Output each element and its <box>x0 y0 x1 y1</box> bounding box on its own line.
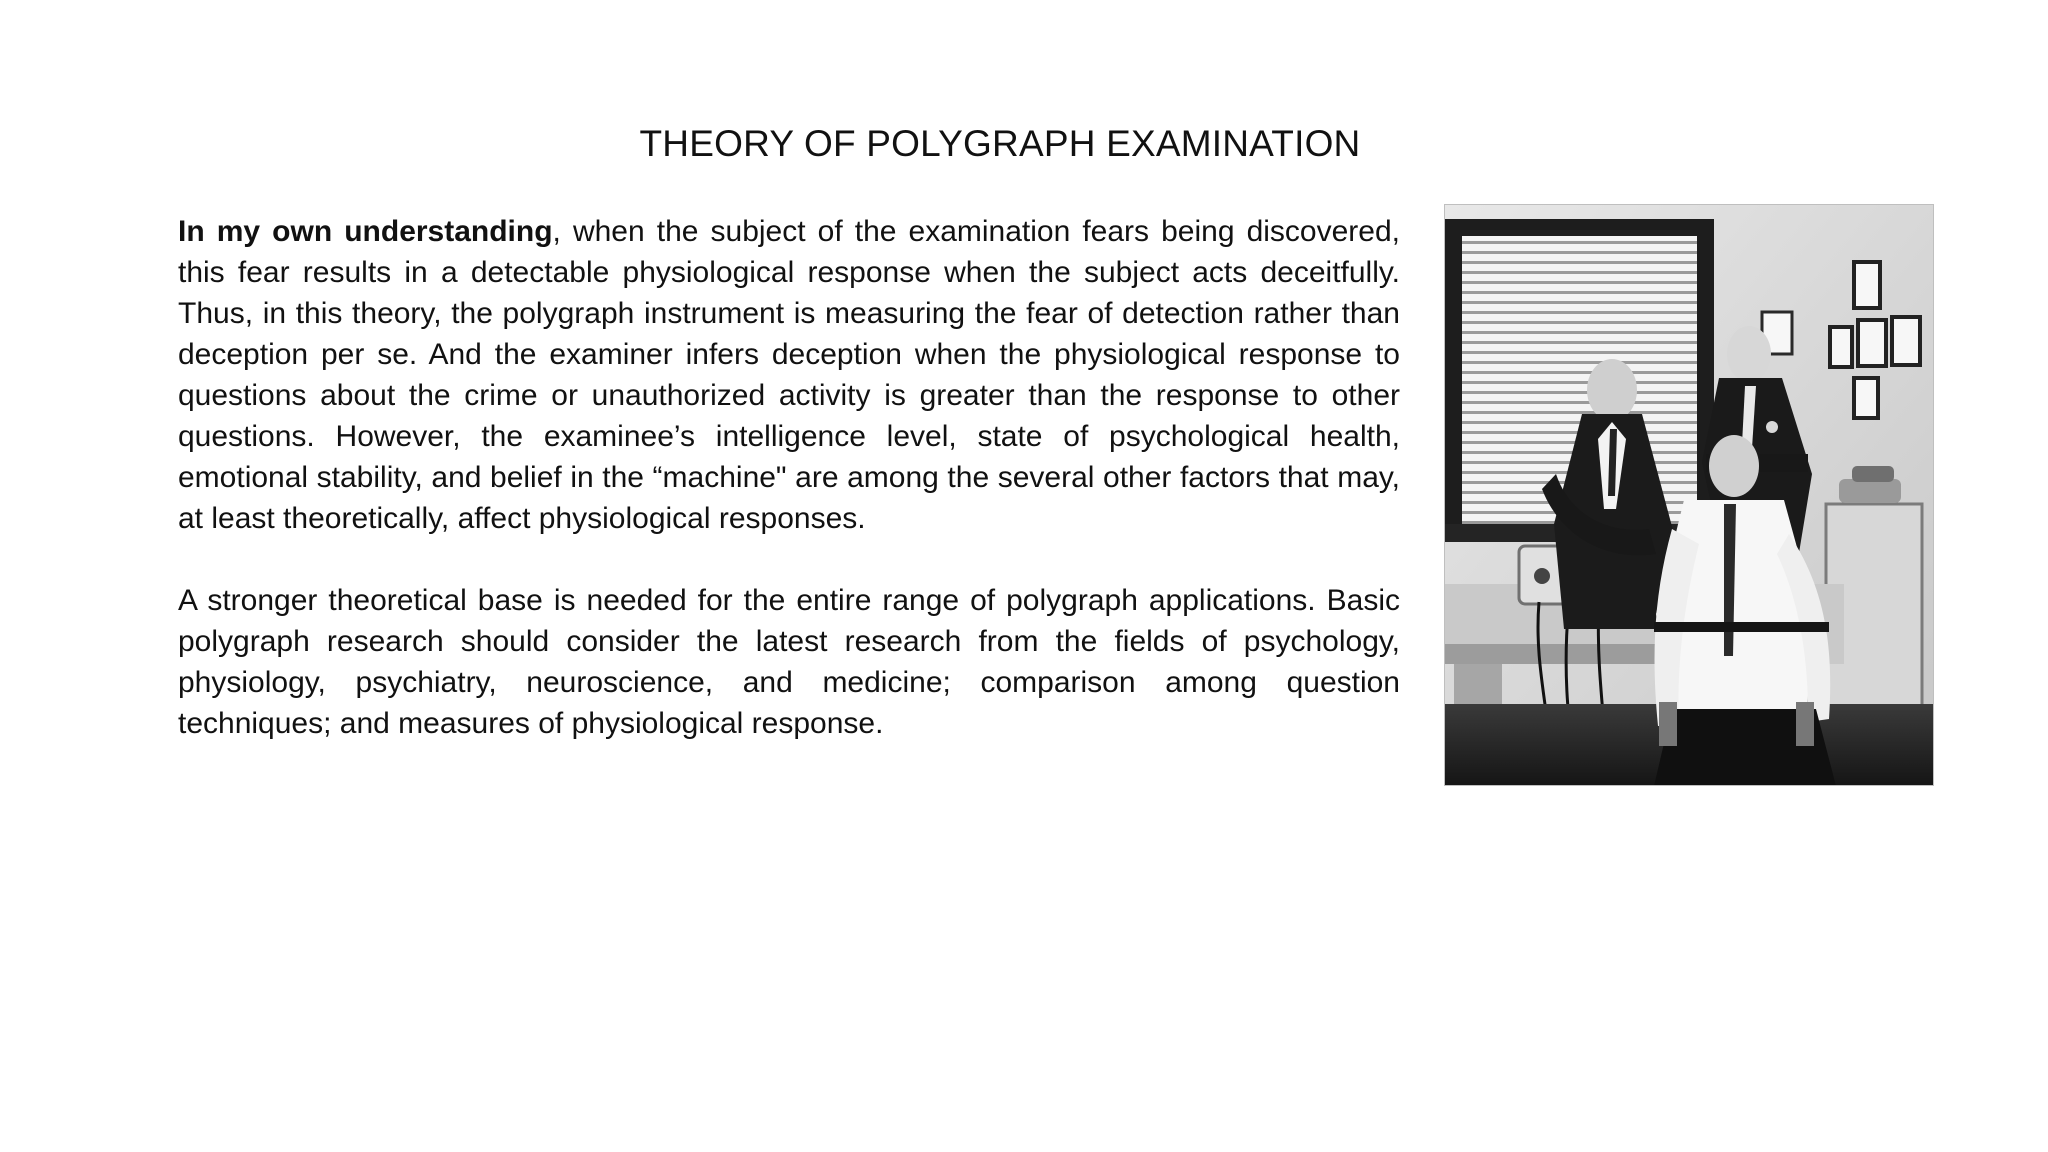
polygraph-photo-illustration <box>1444 204 1934 786</box>
paragraph-1-lead: In my own understanding <box>178 215 553 248</box>
paragraph-1 <box>178 211 1400 539</box>
paragraph-2 <box>178 580 1400 744</box>
slide-body <box>178 211 1400 744</box>
paragraph-1-text: , when the subject of the examination fears being discovered, this fear results in a detectable physiological response when the subject acts deceitfully. Thus, in this theory, the polygraph instrument is measuring the fear of detection rather than deception per se. And the examiner infers deception when the physiological response to questions about the crime or unauthorized activity is greater than the response to other questions. However, the examinee’s intelligence level, state of psychological health, emotional stability, and belief in the “machine" are among the several other factors that may, at least theoretically, affect physiological responses. <box>178 215 1400 535</box>
polygraph-photo <box>1444 204 1934 786</box>
slide-title: THEORY OF POLYGRAPH EXAMINATION <box>639 123 1361 164</box>
paragraph-2-text: A stronger theoretical base is needed for the entire range of polygraph applications. Basic polygraph research should consider the latest research from the fields of psychology, physiology, psychiatry, neuroscience, and medicine; comparison among question techniques; and measures of physiological response. <box>178 584 1400 740</box>
